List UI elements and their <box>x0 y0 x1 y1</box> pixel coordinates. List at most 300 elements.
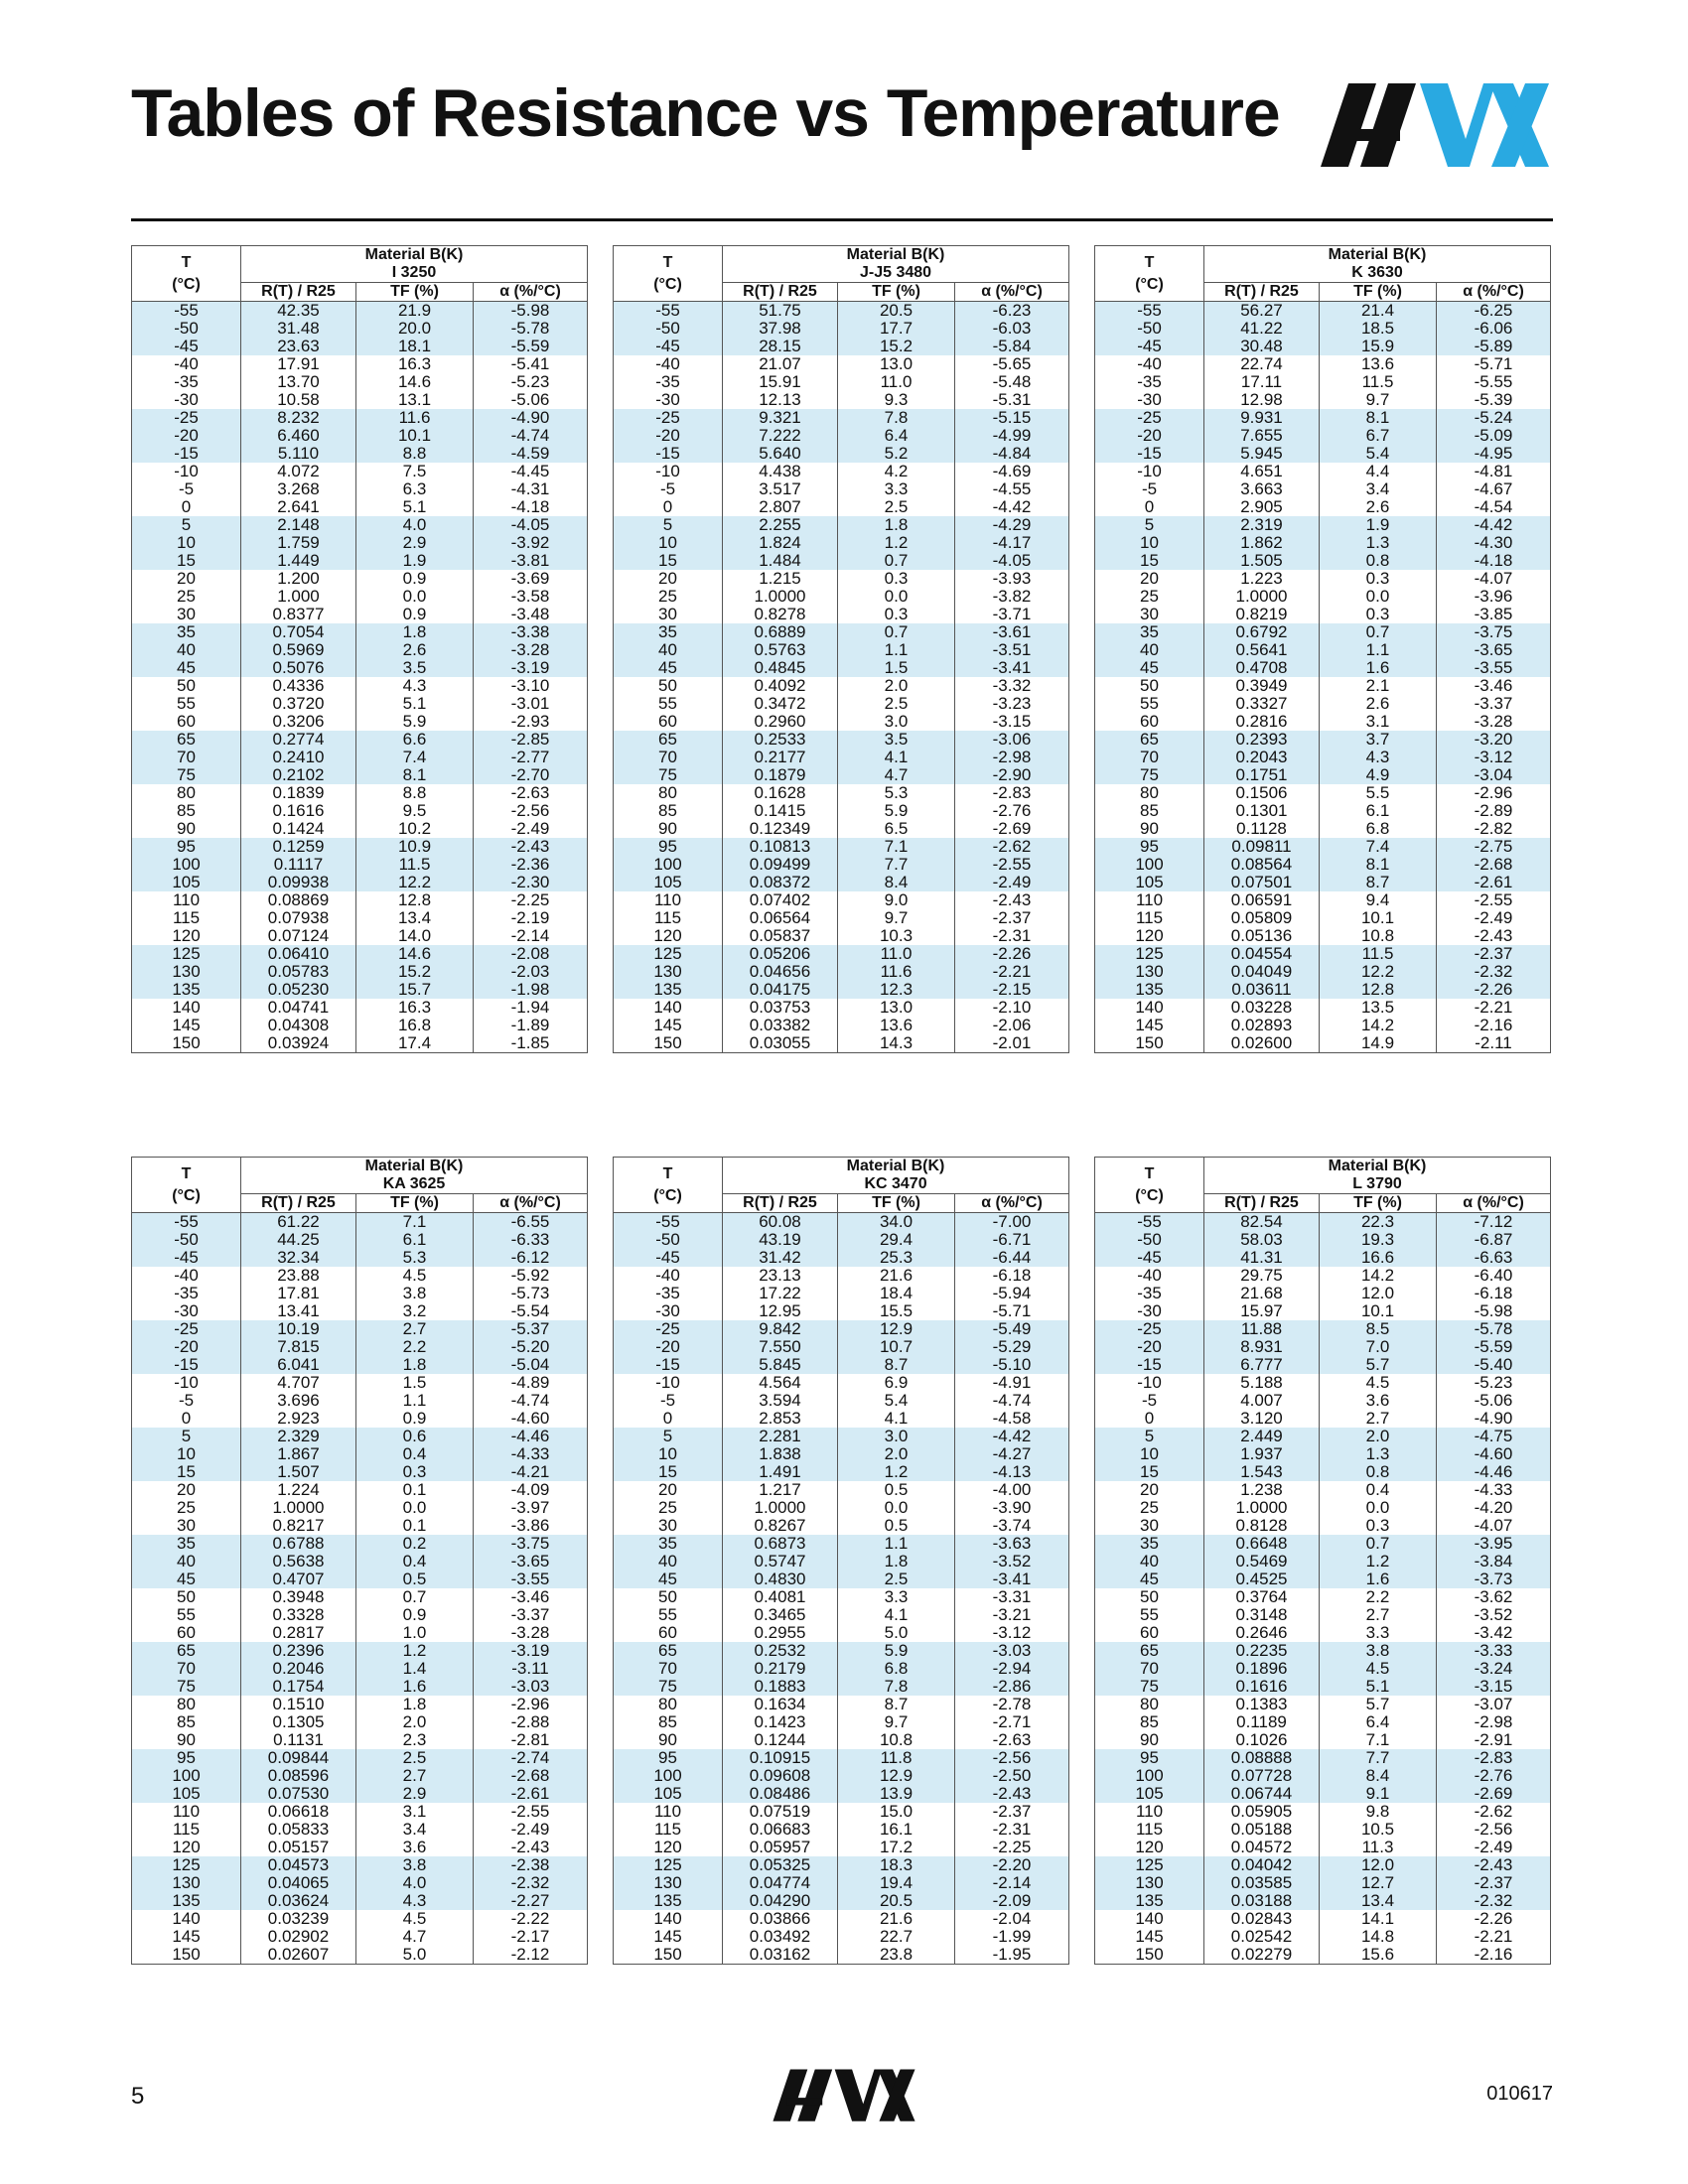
table-row <box>132 1839 588 1856</box>
alpha-cell: -3.28 <box>474 641 588 659</box>
temperature-cell: 65 <box>614 1642 723 1660</box>
alpha-cell: -6.23 <box>955 302 1069 321</box>
resistance-ratio-cell: 0.03239 <box>241 1910 356 1928</box>
tolerance-factor-cell: 2.7 <box>356 1320 474 1338</box>
table-row <box>1095 1320 1551 1338</box>
alpha-column-header: α (%/°C) <box>955 1194 1069 1213</box>
table-row <box>132 1481 588 1499</box>
resistance-ratio-cell: 7.222 <box>723 427 838 445</box>
temperature-cell: 55 <box>132 695 241 713</box>
table-row <box>614 641 1069 659</box>
table-row <box>132 320 588 338</box>
temperature-cell: 20 <box>614 1481 723 1499</box>
resistance-ratio-cell: 43.19 <box>723 1231 838 1249</box>
tolerance-factor-cell: 0.4 <box>1320 1481 1437 1499</box>
resistance-ratio-cell: 2.923 <box>241 1410 356 1428</box>
tolerance-factor-cell: 0.0 <box>1320 588 1437 606</box>
resistance-ratio-cell: 58.03 <box>1204 1231 1320 1249</box>
alpha-cell: -3.28 <box>474 1624 588 1642</box>
alpha-cell: -2.19 <box>474 909 588 927</box>
table-row <box>1095 1302 1551 1320</box>
tolerance-factor-cell: 13.6 <box>838 1017 955 1034</box>
alpha-cell: -2.98 <box>955 749 1069 766</box>
alpha-cell: -3.19 <box>474 1642 588 1660</box>
alpha-cell: -4.74 <box>474 1392 588 1410</box>
table-row <box>614 373 1069 391</box>
table-row <box>614 1946 1069 1965</box>
alpha-cell: -2.31 <box>955 927 1069 945</box>
table-row <box>132 927 588 945</box>
rt-column-header: R(T) / R25 <box>723 283 838 302</box>
temperature-unit: (°C) <box>172 1186 201 1204</box>
temperature-cell: -35 <box>132 1285 241 1302</box>
temperature-cell: 65 <box>1095 731 1204 749</box>
temperature-cell: 45 <box>1095 1570 1204 1588</box>
temperature-cell: -20 <box>132 1338 241 1356</box>
resistance-ratio-cell: 30.48 <box>1204 338 1320 355</box>
resistance-ratio-cell: 0.10813 <box>723 838 838 856</box>
alpha-cell: -2.88 <box>474 1713 588 1731</box>
resistance-ratio-cell: 0.2533 <box>723 731 838 749</box>
resistance-ratio-cell: 1.0000 <box>723 1499 838 1517</box>
resistance-ratio-cell: 0.04741 <box>241 999 356 1017</box>
temperature-cell: 105 <box>132 874 241 891</box>
resistance-ratio-cell: 0.08486 <box>723 1785 838 1803</box>
alpha-cell: -1.94 <box>474 999 588 1017</box>
resistance-ratio-cell: 0.4845 <box>723 659 838 677</box>
material-name: KC 3470 <box>723 1175 1069 1194</box>
temperature-cell: 55 <box>132 1606 241 1624</box>
tolerance-factor-cell: 5.1 <box>356 695 474 713</box>
temperature-cell: 25 <box>1095 1499 1204 1517</box>
alpha-cell: -6.33 <box>474 1231 588 1249</box>
table-row <box>132 1034 588 1053</box>
alpha-cell: -2.09 <box>955 1892 1069 1910</box>
temperature-cell: 150 <box>614 1946 723 1965</box>
tolerance-factor-cell: 0.3 <box>1320 570 1437 588</box>
resistance-ratio-cell: 44.25 <box>241 1231 356 1249</box>
table-row <box>132 516 588 534</box>
resistance-ratio-cell: 0.1305 <box>241 1713 356 1731</box>
resistance-ratio-cell: 0.04049 <box>1204 963 1320 981</box>
temperature-cell: 0 <box>1095 1410 1204 1428</box>
alpha-cell: -5.98 <box>1437 1302 1551 1320</box>
alpha-cell: -2.68 <box>1437 856 1551 874</box>
resistance-ratio-cell: 0.1616 <box>241 802 356 820</box>
rt-column-header: R(T) / R25 <box>1204 1194 1320 1213</box>
tolerance-factor-cell: 5.5 <box>1320 784 1437 802</box>
alpha-cell: -2.74 <box>474 1749 588 1767</box>
table-row <box>132 1410 588 1428</box>
table-row <box>1095 981 1551 999</box>
resistance-ratio-cell: 1.484 <box>723 552 838 570</box>
resistance-ratio-cell: 0.02843 <box>1204 1910 1320 1928</box>
alpha-cell: -2.14 <box>955 1874 1069 1892</box>
tolerance-factor-cell: 1.9 <box>1320 516 1437 534</box>
resistance-table <box>1094 245 1551 1053</box>
alpha-cell: -2.81 <box>474 1731 588 1749</box>
tolerance-factor-cell: 0.2 <box>356 1535 474 1553</box>
table-row <box>132 1463 588 1481</box>
resistance-ratio-cell: 1.862 <box>1204 534 1320 552</box>
table-row <box>614 945 1069 963</box>
resistance-ratio-cell: 23.88 <box>241 1267 356 1285</box>
table-row <box>1095 355 1551 373</box>
alpha-column-header: α (%/°C) <box>1437 1194 1551 1213</box>
resistance-ratio-cell: 0.4707 <box>241 1570 356 1588</box>
tolerance-factor-cell: 6.1 <box>356 1231 474 1249</box>
resistance-ratio-cell: 0.3948 <box>241 1588 356 1606</box>
temperature-cell: -40 <box>614 355 723 373</box>
alpha-cell: -5.37 <box>474 1320 588 1338</box>
temperature-cell: 15 <box>132 1463 241 1481</box>
table-row <box>614 963 1069 981</box>
temperature-cell: 145 <box>614 1017 723 1034</box>
table-row <box>1095 1678 1551 1696</box>
temperature-cell: 100 <box>1095 856 1204 874</box>
table-row <box>132 1320 588 1338</box>
resistance-ratio-cell: 0.3465 <box>723 1606 838 1624</box>
resistance-ratio-cell: 0.07519 <box>723 1803 838 1821</box>
document-code: 010617 <box>1486 2083 1553 2105</box>
table-row <box>1095 749 1551 766</box>
table-row <box>614 820 1069 838</box>
tolerance-factor-cell: 3.6 <box>356 1839 474 1856</box>
tolerance-factor-cell: 0.0 <box>356 1499 474 1517</box>
tolerance-factor-cell: 5.2 <box>838 445 955 463</box>
table-row <box>1095 1588 1551 1606</box>
table-row <box>132 1392 588 1410</box>
tolerance-factor-cell: 2.9 <box>356 1785 474 1803</box>
tolerance-factor-cell: 2.5 <box>838 1570 955 1588</box>
alpha-cell: -4.67 <box>1437 480 1551 498</box>
alpha-cell: -5.31 <box>955 391 1069 409</box>
table-row <box>132 1821 588 1839</box>
title-rule <box>131 218 1553 221</box>
tolerance-factor-cell: 12.9 <box>838 1320 955 1338</box>
alpha-cell: -3.41 <box>955 659 1069 677</box>
table-row <box>1095 1356 1551 1374</box>
table-row <box>614 1892 1069 1910</box>
temperature-cell: 85 <box>1095 802 1204 820</box>
alpha-cell: -2.55 <box>1437 891 1551 909</box>
temperature-cell: 40 <box>132 641 241 659</box>
tolerance-factor-cell: 11.5 <box>356 856 474 874</box>
tolerance-factor-cell: 14.2 <box>1320 1017 1437 1034</box>
alpha-cell: -2.89 <box>1437 802 1551 820</box>
tolerance-factor-cell: 4.0 <box>356 516 474 534</box>
alpha-cell: -3.28 <box>1437 713 1551 731</box>
temperature-symbol: T <box>1144 1164 1155 1182</box>
temperature-cell: 110 <box>614 1803 723 1821</box>
temperature-cell: 10 <box>614 534 723 552</box>
tolerance-factor-cell: 16.6 <box>1320 1249 1437 1267</box>
table-row <box>1095 552 1551 570</box>
resistance-ratio-cell: 0.1510 <box>241 1696 356 1713</box>
temperature-cell: 150 <box>132 1034 241 1053</box>
alpha-cell: -2.10 <box>955 999 1069 1017</box>
resistance-ratio-cell: 0.6873 <box>723 1535 838 1553</box>
material-name: K 3630 <box>1204 264 1551 283</box>
tolerance-factor-cell: 0.9 <box>356 570 474 588</box>
temperature-cell: -35 <box>1095 1285 1204 1302</box>
tolerance-factor-cell: 1.3 <box>1320 534 1437 552</box>
temperature-cell: 140 <box>614 999 723 1017</box>
alpha-cell: -2.63 <box>474 784 588 802</box>
tolerance-factor-cell: 6.4 <box>838 427 955 445</box>
alpha-cell: -4.42 <box>955 498 1069 516</box>
tolerance-factor-cell: 2.6 <box>356 641 474 659</box>
table-row <box>1095 1874 1551 1892</box>
tolerance-factor-cell: 1.5 <box>838 659 955 677</box>
alpha-cell: -2.49 <box>474 820 588 838</box>
resistance-ratio-cell: 0.05206 <box>723 945 838 963</box>
resistance-ratio-cell: 3.517 <box>723 480 838 498</box>
table-row <box>1095 1696 1551 1713</box>
temperature-cell: -30 <box>1095 1302 1204 1320</box>
temperature-cell: 45 <box>132 1570 241 1588</box>
table-row <box>614 1856 1069 1874</box>
resistance-ratio-cell: 13.41 <box>241 1302 356 1320</box>
temperature-cell: -40 <box>132 1267 241 1285</box>
resistance-ratio-cell: 3.696 <box>241 1392 356 1410</box>
temperature-cell: 140 <box>132 1910 241 1928</box>
tolerance-factor-cell: 9.5 <box>356 802 474 820</box>
table-row <box>614 856 1069 874</box>
tolerance-factor-cell: 9.1 <box>1320 1785 1437 1803</box>
temperature-cell: 50 <box>132 1588 241 1606</box>
resistance-ratio-cell: 1.0000 <box>723 588 838 606</box>
temperature-cell: 135 <box>132 981 241 999</box>
tolerance-factor-cell: 8.7 <box>838 1696 955 1713</box>
tolerance-factor-cell: 5.4 <box>838 1392 955 1410</box>
temperature-cell: 10 <box>614 1445 723 1463</box>
temperature-cell: 65 <box>614 731 723 749</box>
resistance-ratio-cell: 0.07938 <box>241 909 356 927</box>
temperature-cell: 100 <box>132 1767 241 1785</box>
tolerance-factor-cell: 21.9 <box>356 302 474 321</box>
temperature-cell: 35 <box>614 623 723 641</box>
temperature-unit: (°C) <box>1135 1186 1164 1204</box>
resistance-ratio-cell: 0.2774 <box>241 731 356 749</box>
resistance-ratio-cell: 3.268 <box>241 480 356 498</box>
avx-footer-logo <box>771 2067 917 2122</box>
temperature-cell: 135 <box>1095 981 1204 999</box>
resistance-ratio-cell: 1.0000 <box>1204 588 1320 606</box>
resistance-ratio-cell: 0.1383 <box>1204 1696 1320 1713</box>
temperature-cell: -5 <box>1095 1392 1204 1410</box>
table-row <box>1095 856 1551 874</box>
tolerance-factor-cell: 5.1 <box>1320 1678 1437 1696</box>
table-row <box>614 1624 1069 1642</box>
tolerance-factor-cell: 10.7 <box>838 1338 955 1356</box>
tolerance-factor-cell: 34.0 <box>838 1213 955 1232</box>
tolerance-factor-cell: 1.8 <box>356 1696 474 1713</box>
resistance-ratio-cell: 1.867 <box>241 1445 356 1463</box>
temperature-cell: 95 <box>132 838 241 856</box>
alpha-cell: -5.15 <box>955 409 1069 427</box>
table-row <box>1095 1285 1551 1302</box>
temperature-cell: 125 <box>132 1856 241 1874</box>
tolerance-factor-cell: 1.1 <box>1320 641 1437 659</box>
resistance-ratio-cell: 2.449 <box>1204 1428 1320 1445</box>
alpha-cell: -5.59 <box>474 338 588 355</box>
resistance-ratio-cell: 12.98 <box>1204 391 1320 409</box>
tolerance-factor-cell: 6.6 <box>356 731 474 749</box>
temperature-cell: 125 <box>132 945 241 963</box>
temperature-cell: 5 <box>614 1428 723 1445</box>
alpha-cell: -3.23 <box>955 695 1069 713</box>
tolerance-factor-cell: 19.3 <box>1320 1231 1437 1249</box>
alpha-cell: -3.12 <box>955 1624 1069 1642</box>
resistance-ratio-cell: 0.04290 <box>723 1892 838 1910</box>
tolerance-factor-cell: 15.2 <box>356 963 474 981</box>
resistance-ratio-cell: 4.072 <box>241 463 356 480</box>
table-row <box>132 1445 588 1463</box>
alpha-cell: -5.73 <box>474 1285 588 1302</box>
alpha-cell: -2.26 <box>955 945 1069 963</box>
temperature-cell: 95 <box>132 1749 241 1767</box>
resistance-ratio-cell: 1.937 <box>1204 1445 1320 1463</box>
temperature-cell: 25 <box>132 588 241 606</box>
alpha-cell: -6.44 <box>955 1249 1069 1267</box>
table-row <box>132 713 588 731</box>
tolerance-factor-cell: 0.9 <box>356 1606 474 1624</box>
alpha-cell: -4.99 <box>955 427 1069 445</box>
material-name: L 3790 <box>1204 1175 1551 1194</box>
table-row <box>1095 1267 1551 1285</box>
tolerance-factor-cell: 4.3 <box>1320 749 1437 766</box>
tolerance-factor-cell: 12.2 <box>1320 963 1437 981</box>
temperature-cell: 145 <box>132 1017 241 1034</box>
table-row <box>614 570 1069 588</box>
table-row <box>132 570 588 588</box>
resistance-ratio-cell: 0.8128 <box>1204 1517 1320 1535</box>
temperature-cell: 75 <box>614 1678 723 1696</box>
resistance-table <box>613 245 1069 1053</box>
alpha-cell: -4.95 <box>1437 445 1551 463</box>
temperature-cell: -5 <box>1095 480 1204 498</box>
tolerance-factor-cell: 21.4 <box>1320 302 1437 321</box>
temperature-cell: 35 <box>132 1535 241 1553</box>
alpha-cell: -6.12 <box>474 1249 588 1267</box>
resistance-ratio-cell: 4.707 <box>241 1374 356 1392</box>
alpha-cell: -4.42 <box>1437 516 1551 534</box>
alpha-cell: -3.63 <box>955 1535 1069 1553</box>
resistance-ratio-cell: 0.08888 <box>1204 1749 1320 1767</box>
resistance-ratio-cell: 5.110 <box>241 445 356 463</box>
resistance-ratio-cell: 8.931 <box>1204 1338 1320 1356</box>
rt-column-header: R(T) / R25 <box>723 1194 838 1213</box>
tolerance-factor-cell: 8.1 <box>356 766 474 784</box>
tolerance-factor-cell: 29.4 <box>838 1231 955 1249</box>
alpha-column-header: α (%/°C) <box>474 1194 588 1213</box>
resistance-ratio-cell: 12.95 <box>723 1302 838 1320</box>
tolerance-factor-cell: 2.9 <box>356 534 474 552</box>
tolerance-factor-cell: 4.5 <box>356 1267 474 1285</box>
resistance-ratio-cell: 0.02542 <box>1204 1928 1320 1946</box>
resistance-ratio-cell: 0.04308 <box>241 1017 356 1034</box>
resistance-ratio-cell: 10.58 <box>241 391 356 409</box>
tf-column-header: TF (%) <box>356 283 474 302</box>
tolerance-factor-cell: 11.6 <box>838 963 955 981</box>
temperature-cell: -5 <box>614 1392 723 1410</box>
resistance-ratio-cell: 7.550 <box>723 1338 838 1356</box>
alpha-cell: -2.21 <box>955 963 1069 981</box>
temperature-cell: 0 <box>1095 498 1204 516</box>
table-row <box>132 820 588 838</box>
temperature-cell: 150 <box>614 1034 723 1053</box>
tolerance-factor-cell: 2.1 <box>1320 677 1437 695</box>
tolerance-factor-cell: 1.8 <box>838 1553 955 1570</box>
temperature-cell: 25 <box>614 588 723 606</box>
rt-column-header: R(T) / R25 <box>1204 283 1320 302</box>
alpha-cell: -2.77 <box>474 749 588 766</box>
alpha-cell: -5.89 <box>1437 338 1551 355</box>
tolerance-factor-cell: 14.6 <box>356 945 474 963</box>
table-row <box>614 874 1069 891</box>
table-row <box>132 891 588 909</box>
resistance-ratio-cell: 0.09499 <box>723 856 838 874</box>
temperature-cell: 50 <box>1095 1588 1204 1606</box>
table-row <box>614 427 1069 445</box>
table-row <box>614 623 1069 641</box>
table-row <box>1095 534 1551 552</box>
temperature-cell: 115 <box>1095 1821 1204 1839</box>
resistance-ratio-cell: 0.4092 <box>723 677 838 695</box>
tolerance-factor-cell: 7.8 <box>838 1678 955 1696</box>
tolerance-factor-cell: 22.3 <box>1320 1213 1437 1232</box>
alpha-cell: -4.91 <box>955 1374 1069 1392</box>
temperature-cell: 45 <box>132 659 241 677</box>
alpha-cell: -1.89 <box>474 1017 588 1034</box>
alpha-cell: -5.41 <box>474 355 588 373</box>
tolerance-factor-cell: 1.1 <box>838 641 955 659</box>
table-row <box>132 1606 588 1624</box>
tolerance-factor-cell: 5.1 <box>356 498 474 516</box>
temperature-cell: 115 <box>132 909 241 927</box>
resistance-ratio-cell: 0.06591 <box>1204 891 1320 909</box>
tolerance-factor-cell: 9.3 <box>838 391 955 409</box>
rt-column-header: R(T) / R25 <box>241 1194 356 1213</box>
resistance-ratio-cell: 22.74 <box>1204 355 1320 373</box>
temperature-cell: 80 <box>614 1696 723 1713</box>
alpha-cell: -4.69 <box>955 463 1069 480</box>
tolerance-factor-cell: 3.5 <box>356 659 474 677</box>
resistance-ratio-cell: 2.281 <box>723 1428 838 1445</box>
alpha-cell: -3.73 <box>1437 1570 1551 1588</box>
table-row <box>1095 1428 1551 1445</box>
alpha-cell: -4.46 <box>474 1428 588 1445</box>
tolerance-factor-cell: 7.0 <box>1320 1338 1437 1356</box>
temperature-header <box>614 1158 723 1213</box>
table-row <box>1095 909 1551 927</box>
resistance-ratio-cell: 0.03866 <box>723 1910 838 1928</box>
tolerance-factor-cell: 0.9 <box>356 606 474 623</box>
tolerance-factor-cell: 0.7 <box>838 623 955 641</box>
tolerance-factor-cell: 13.6 <box>1320 355 1437 373</box>
tolerance-factor-cell: 18.4 <box>838 1285 955 1302</box>
table-row <box>132 749 588 766</box>
resistance-ratio-cell: 0.03924 <box>241 1034 356 1053</box>
table-row <box>132 623 588 641</box>
tolerance-factor-cell: 8.8 <box>356 784 474 802</box>
temperature-cell: 130 <box>132 963 241 981</box>
tolerance-factor-cell: 7.4 <box>1320 838 1437 856</box>
temperature-symbol: T <box>1144 253 1155 271</box>
alpha-cell: -2.16 <box>1437 1017 1551 1034</box>
alpha-cell: -2.04 <box>955 1910 1069 1928</box>
